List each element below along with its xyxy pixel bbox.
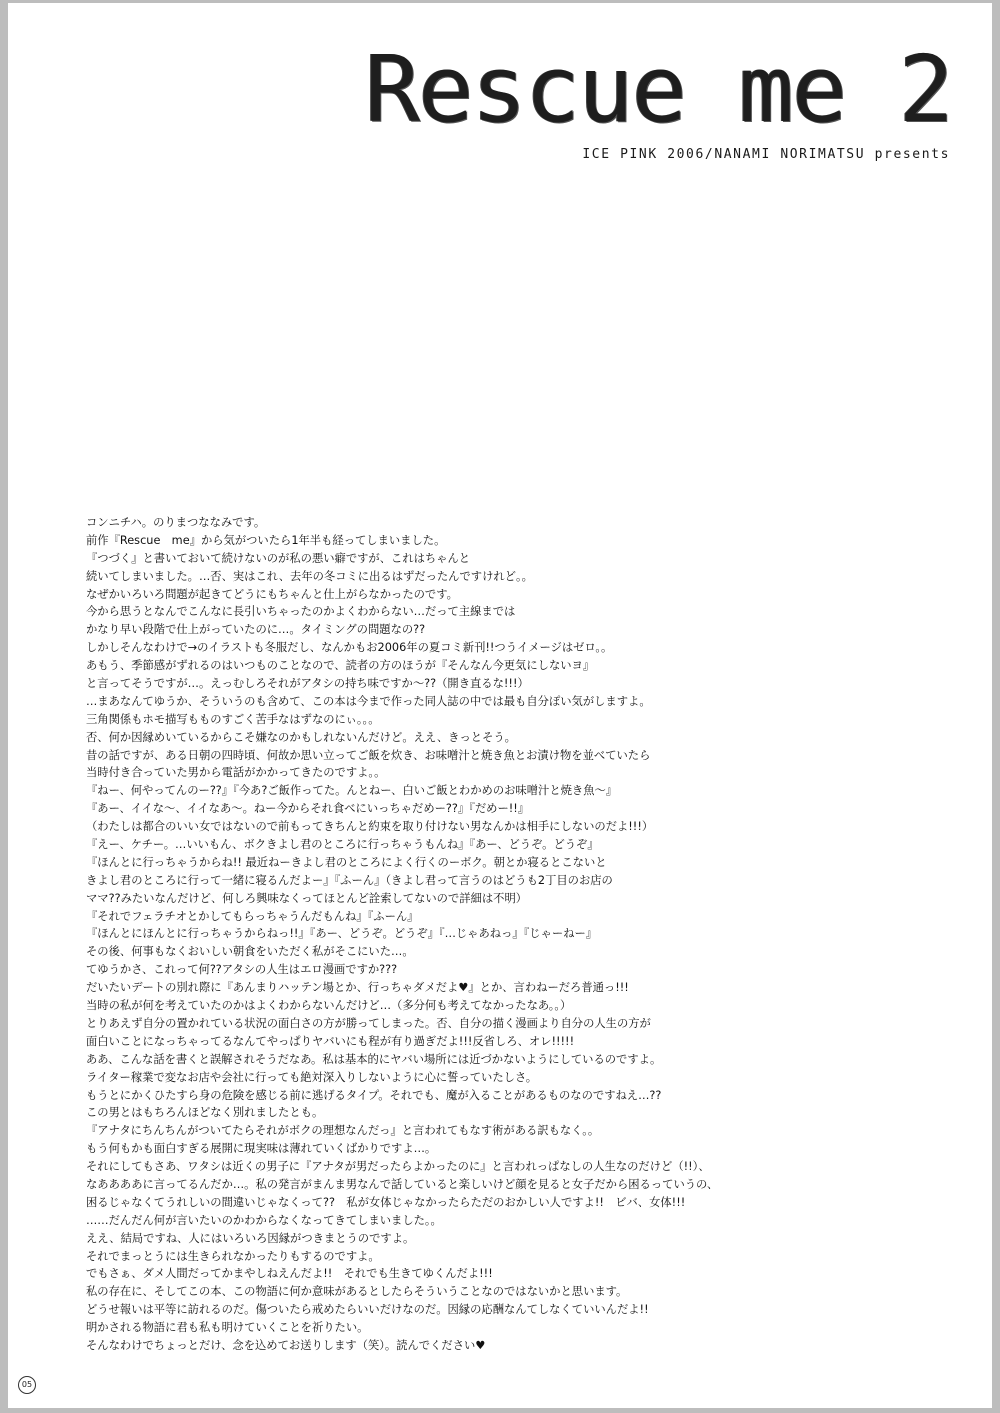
page-subtitle: ICE PINK 2006/NANAMI NORIMATSU presents xyxy=(582,147,950,162)
text-line: とりあえず自分の置かれている状況の面白さの方が勝ってしまった。否、自分の描く漫画より自分の人生の方が xyxy=(86,1016,651,1030)
text-line: 『えー、ケチー。…いいもん、ボクきよし君のところに行っちゃうもんね』『あー、どうぞ。どうぞ』 xyxy=(86,838,599,852)
text-line: 『つづく』と書いておいて続けないのが私の悪い癖ですが、これはちゃんと xyxy=(86,551,471,565)
text-line: 当時付き合っていた男から電話がかかってきたのですよ。。 xyxy=(86,766,386,780)
text-line: この男とはもちろんほどなく別れましたとも。 xyxy=(86,1106,324,1120)
text-line: なぜかいろいろ問題が起きてどうにもちゃんと仕上がらなかったのです。 xyxy=(86,587,458,601)
text-line: …まあなんてゆうか、そういうのも含めて、この本は今まで作った同人誌の中では最も自分ぽい気がしますよ。 xyxy=(86,694,651,708)
text-line: 『アナタにちんちんがついてたらそれがボクの理想なんだっ』と言われてもなす術がある訳もなく。。 xyxy=(86,1124,600,1138)
text-line: コンニチハ。のりまつななみです。 xyxy=(86,516,266,529)
text-line: 面白いことになっちゃってるなんてやっぱりヤバいにも程が有り過ぎだよ!!!反省しろ、オレ!!!!! xyxy=(86,1034,575,1048)
text-line: でもさぁ、ダメ人間だってかまやしねえんだよ!! それでも生きてゆくんだよ!!! xyxy=(86,1267,493,1281)
text-line: 明かされる物語に君も私も明けていくことを祈りたい。 xyxy=(86,1321,369,1335)
text-line: ああ、こんな話を書くと誤解されそうだなあ。私は基本的にヤバい場所には近づかないようにしているのですよ。 xyxy=(86,1052,662,1066)
text-line: 続いてしまいました。…否、実はこれ、去年の冬コミに出るはずだったんですけれど。。 xyxy=(86,569,533,583)
text-line: 当時の私が何を考えていたのかはよくわからないんだけど…（多分何も考えてなかったなあ。。） xyxy=(86,999,572,1013)
text-line: 否、何か因縁めいているからこそ嫌なのかもしれないんだけど。ええ、きっとそう。 xyxy=(86,730,516,744)
text-line: 『ねー、何やってんのー??』『今あ?ご飯作ってた。んとねー、白いご飯とわかめのお味噌汁と焼き魚～』 xyxy=(86,784,618,798)
text-line: ……だんだん何が言いたいのかわからなくなってきてしまいました。。 xyxy=(86,1213,442,1227)
text-line: 『ほんとに行っちゃうからね!! 最近ねーきよし君のところによく行くのーボク。朝とか寝るとこないと xyxy=(86,855,607,869)
text-line: もう何もかも面白すぎる展開に現実味は薄れていくばかりですよ…。 xyxy=(86,1142,437,1156)
text-line: てゆうかさ、これって何??アタシの人生はエロ漫画ですか??? xyxy=(86,963,398,977)
text-line: 前作『Rescue me』から気がついたら1年半も経ってしまいました。 xyxy=(86,533,446,547)
text-line: ライター稼業で変なお店や会社に行っても絶対深入りしないように心に誓っていたしさ。 xyxy=(86,1070,538,1084)
afterword-text xyxy=(86,514,946,1355)
text-line: それでまっとうには生きられなかったりもするのですよ。 xyxy=(86,1249,380,1263)
text-line: だいたいデートの別れ際に『あんまりハッテン場とか、行っちゃダメだよ♥』とか、言わねーだろ普通っ!!! xyxy=(86,981,629,995)
text-line: なああああに言ってるんだか…。私の発言がまんま男なんで話していると楽しいけど顔を見ると女子だから困るっていうの、 xyxy=(86,1177,719,1191)
page-number: 05 xyxy=(18,1376,36,1394)
text-line: もうとにかくひたすら身の危険を感じる前に逃げるタイプ。それでも、魔が入ることがあるものなのですねえ…?? xyxy=(86,1088,662,1102)
text-line: その後、何事もなくおいしい朝食をいただく私がそこにいた…。 xyxy=(86,945,414,959)
text-line: かなり早い段階で仕上がっていたのに…。タイミングの問題なの?? xyxy=(86,623,426,637)
text-line: 『それでフェラチオとかしてもらっちゃうんだもんね』『ふーん』 xyxy=(86,909,419,923)
text-line: ママ??みたいなんだけど、何しろ興味なくってほとんど詮索してないので詳細は不明） xyxy=(86,891,528,905)
text-line: 私の存在に、そしてこの本、この物語に何か意味があるとしたらそういうことなのではないかと思います。 xyxy=(86,1285,628,1299)
text-line: 今から思うとなんでこんなに長引いちゃったのかよくわからない…だって主線までは xyxy=(86,605,516,619)
text-line: と言ってそうですが…。えっむしろそれがアタシの持ち味ですか～??（開き直るな!!!） xyxy=(86,677,529,691)
text-line: しかしそんなわけで→のイラストも冬服だし、なんかもお2006年の夏コミ新刊!!つうイメージはゼロ。。 xyxy=(86,641,613,655)
text-line: 三角関係もホモ描写もものすごく苦手なはずなのにぃ。。。 xyxy=(86,712,380,726)
text-line: あもう、季節感がずれるのはいつものことなので、読者の方のほうが『そんなん今更気にしないヨ』 xyxy=(86,659,595,673)
text-line: 困るじゃなくてうれしいの間違いじゃなくって?? 私が女体じゃなかったらただのおかしい人ですよ!! ビバ、女体!!! xyxy=(86,1195,686,1209)
text-line: そんなわけでちょっとだけ、念を込めてお送りします（笑）。読んでください♥ xyxy=(86,1338,486,1352)
text-line: 昔の話ですが、ある日朝の四時頃、何故か思い立ってご飯を炊き、お味噌汁と焼き魚とお漬け物を並べていたら xyxy=(86,748,651,762)
text-line: （わたしは都合のいい女ではないので前もってきちんと約束を取り付けない男なんかは相手にしないのだよ!!!） xyxy=(86,820,654,834)
text-line: 『あー、イイな～、イイなあ～。ねー今からそれ食べにいっちゃだめー??』『だめー!!』 xyxy=(86,802,530,816)
text-line: ええ、結局ですね、人にはいろいろ因縁がつきまとうのですよ。 xyxy=(86,1231,415,1245)
text-line: きよし君のところに行って一緒に寝るんだよー』『ふーん』（きよし君って言うのはどうも2丁目のお店の xyxy=(86,873,613,887)
text-line: それにしてもさあ、ワタシは近くの男子に『アナタが男だったらよかったのに』と言われっぱなしの人生なのだけど（!!）、 xyxy=(86,1160,710,1174)
text-line: 『ほんとにほんとに行っちゃうからねっ!!』『あー、どうぞ。どうぞ』『…じゃあねっ』『じゃーねー』 xyxy=(86,927,598,941)
text-line: どうせ報いは平等に訪れるのだ。傷ついたら戒めたらいいだけなのだ。因縁の応酬なんてしなくていいんだよ!! xyxy=(86,1303,649,1317)
page-title: Rescue me 2 xyxy=(364,36,952,143)
